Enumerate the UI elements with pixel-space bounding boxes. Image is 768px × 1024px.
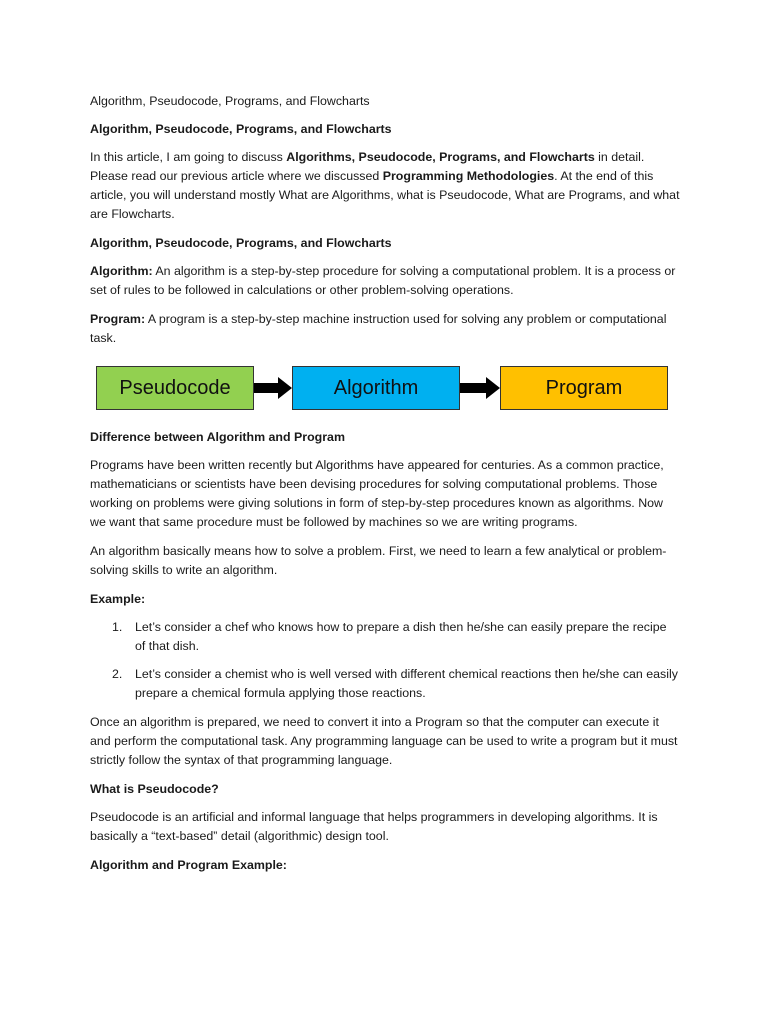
arrow-right-icon	[460, 377, 500, 399]
intro-paragraph	[90, 148, 680, 224]
list-number: 2.	[112, 667, 123, 681]
intro-text-3: . At the end of this article, you will understand mostly What are Algorithms, what is Pseudocode, What are Programs, and what are Flowcharts.	[90, 169, 680, 221]
pseudocode-box: Pseudocode	[96, 366, 254, 410]
plain-title: Algorithm, Pseudocode, Programs, and Flowcharts	[90, 94, 370, 108]
pseudocode-heading: What is Pseudocode?	[90, 782, 219, 796]
example-list	[90, 618, 680, 703]
intro-bold-2: Programming Methodologies	[382, 169, 555, 183]
algorithm-box: Algorithm	[292, 366, 460, 410]
difference-paragraph-1: Programs have been written recently but Algorithms have appeared for centuries. As a common practice, mathematicians or scientists have been devising procedures for solving computational problems. Those working on problems were giving solutions in form of step-by-step procedures known as algorithms. Now we want that same procedure must be followed by machines so we are writing programs.	[90, 458, 664, 529]
document-page	[90, 92, 680, 884]
program-text: A program is a step-by-step machine instruction used for solving any problem or computational task.	[90, 312, 667, 345]
algorithm-text: An algorithm is a step-by-step procedure for solving a computational problem. It is a process or set of rules to be followed in calculations or other problem-solving operations.	[90, 264, 676, 297]
convert-paragraph: Once an algorithm is prepared, we need to convert it into a Program so that the computer can execute it and perform the computational task. Any programming language can be used to write a program but it must strictly follow the syntax of that programming language.	[90, 715, 678, 767]
list-item	[90, 618, 680, 656]
list-item-text: Let’s consider a chef who knows how to prepare a dish then he/she can easily prepare the recipe of that dish.	[135, 620, 667, 653]
arrow-right-icon	[254, 377, 292, 399]
example-heading: Example:	[90, 592, 146, 606]
algorithm-definition	[90, 262, 680, 300]
intro-text-2: in detail. Please read our previous article where we discussed	[90, 150, 645, 183]
difference-paragraph-2: An algorithm basically means how to solve a problem. First, we need to learn a few analytical or problem-solving skills to write an algorithm.	[90, 544, 667, 577]
list-item-text: Let’s consider a chemist who is well versed with different chemical reactions then he/she can easily prepare a chemical formula applying those reactions.	[135, 667, 678, 700]
program-definition	[90, 310, 680, 348]
intro-bold-1: Algorithms, Pseudocode, Programs, and Flowcharts	[286, 150, 595, 164]
program-label: Program:	[90, 312, 146, 326]
intro-text-1: In this article, I am going to discuss	[90, 150, 287, 164]
bold-title: Algorithm, Pseudocode, Programs, and Flowcharts	[90, 122, 392, 136]
list-number: 1.	[112, 620, 123, 634]
example2-heading: Algorithm and Program Example:	[90, 858, 287, 872]
pseudocode-paragraph: Pseudocode is an artificial and informal language that helps programmers in developing algorithms. It is basically a “text-based” detail (algorithmic) design tool.	[90, 810, 658, 843]
algorithm-label: Algorithm:	[90, 264, 153, 278]
difference-heading: Difference between Algorithm and Program	[90, 430, 345, 444]
program-box: Program	[500, 366, 668, 410]
list-item	[90, 665, 680, 703]
section-heading: Algorithm, Pseudocode, Programs, and Flowcharts	[90, 236, 392, 250]
flow-diagram	[96, 366, 670, 414]
